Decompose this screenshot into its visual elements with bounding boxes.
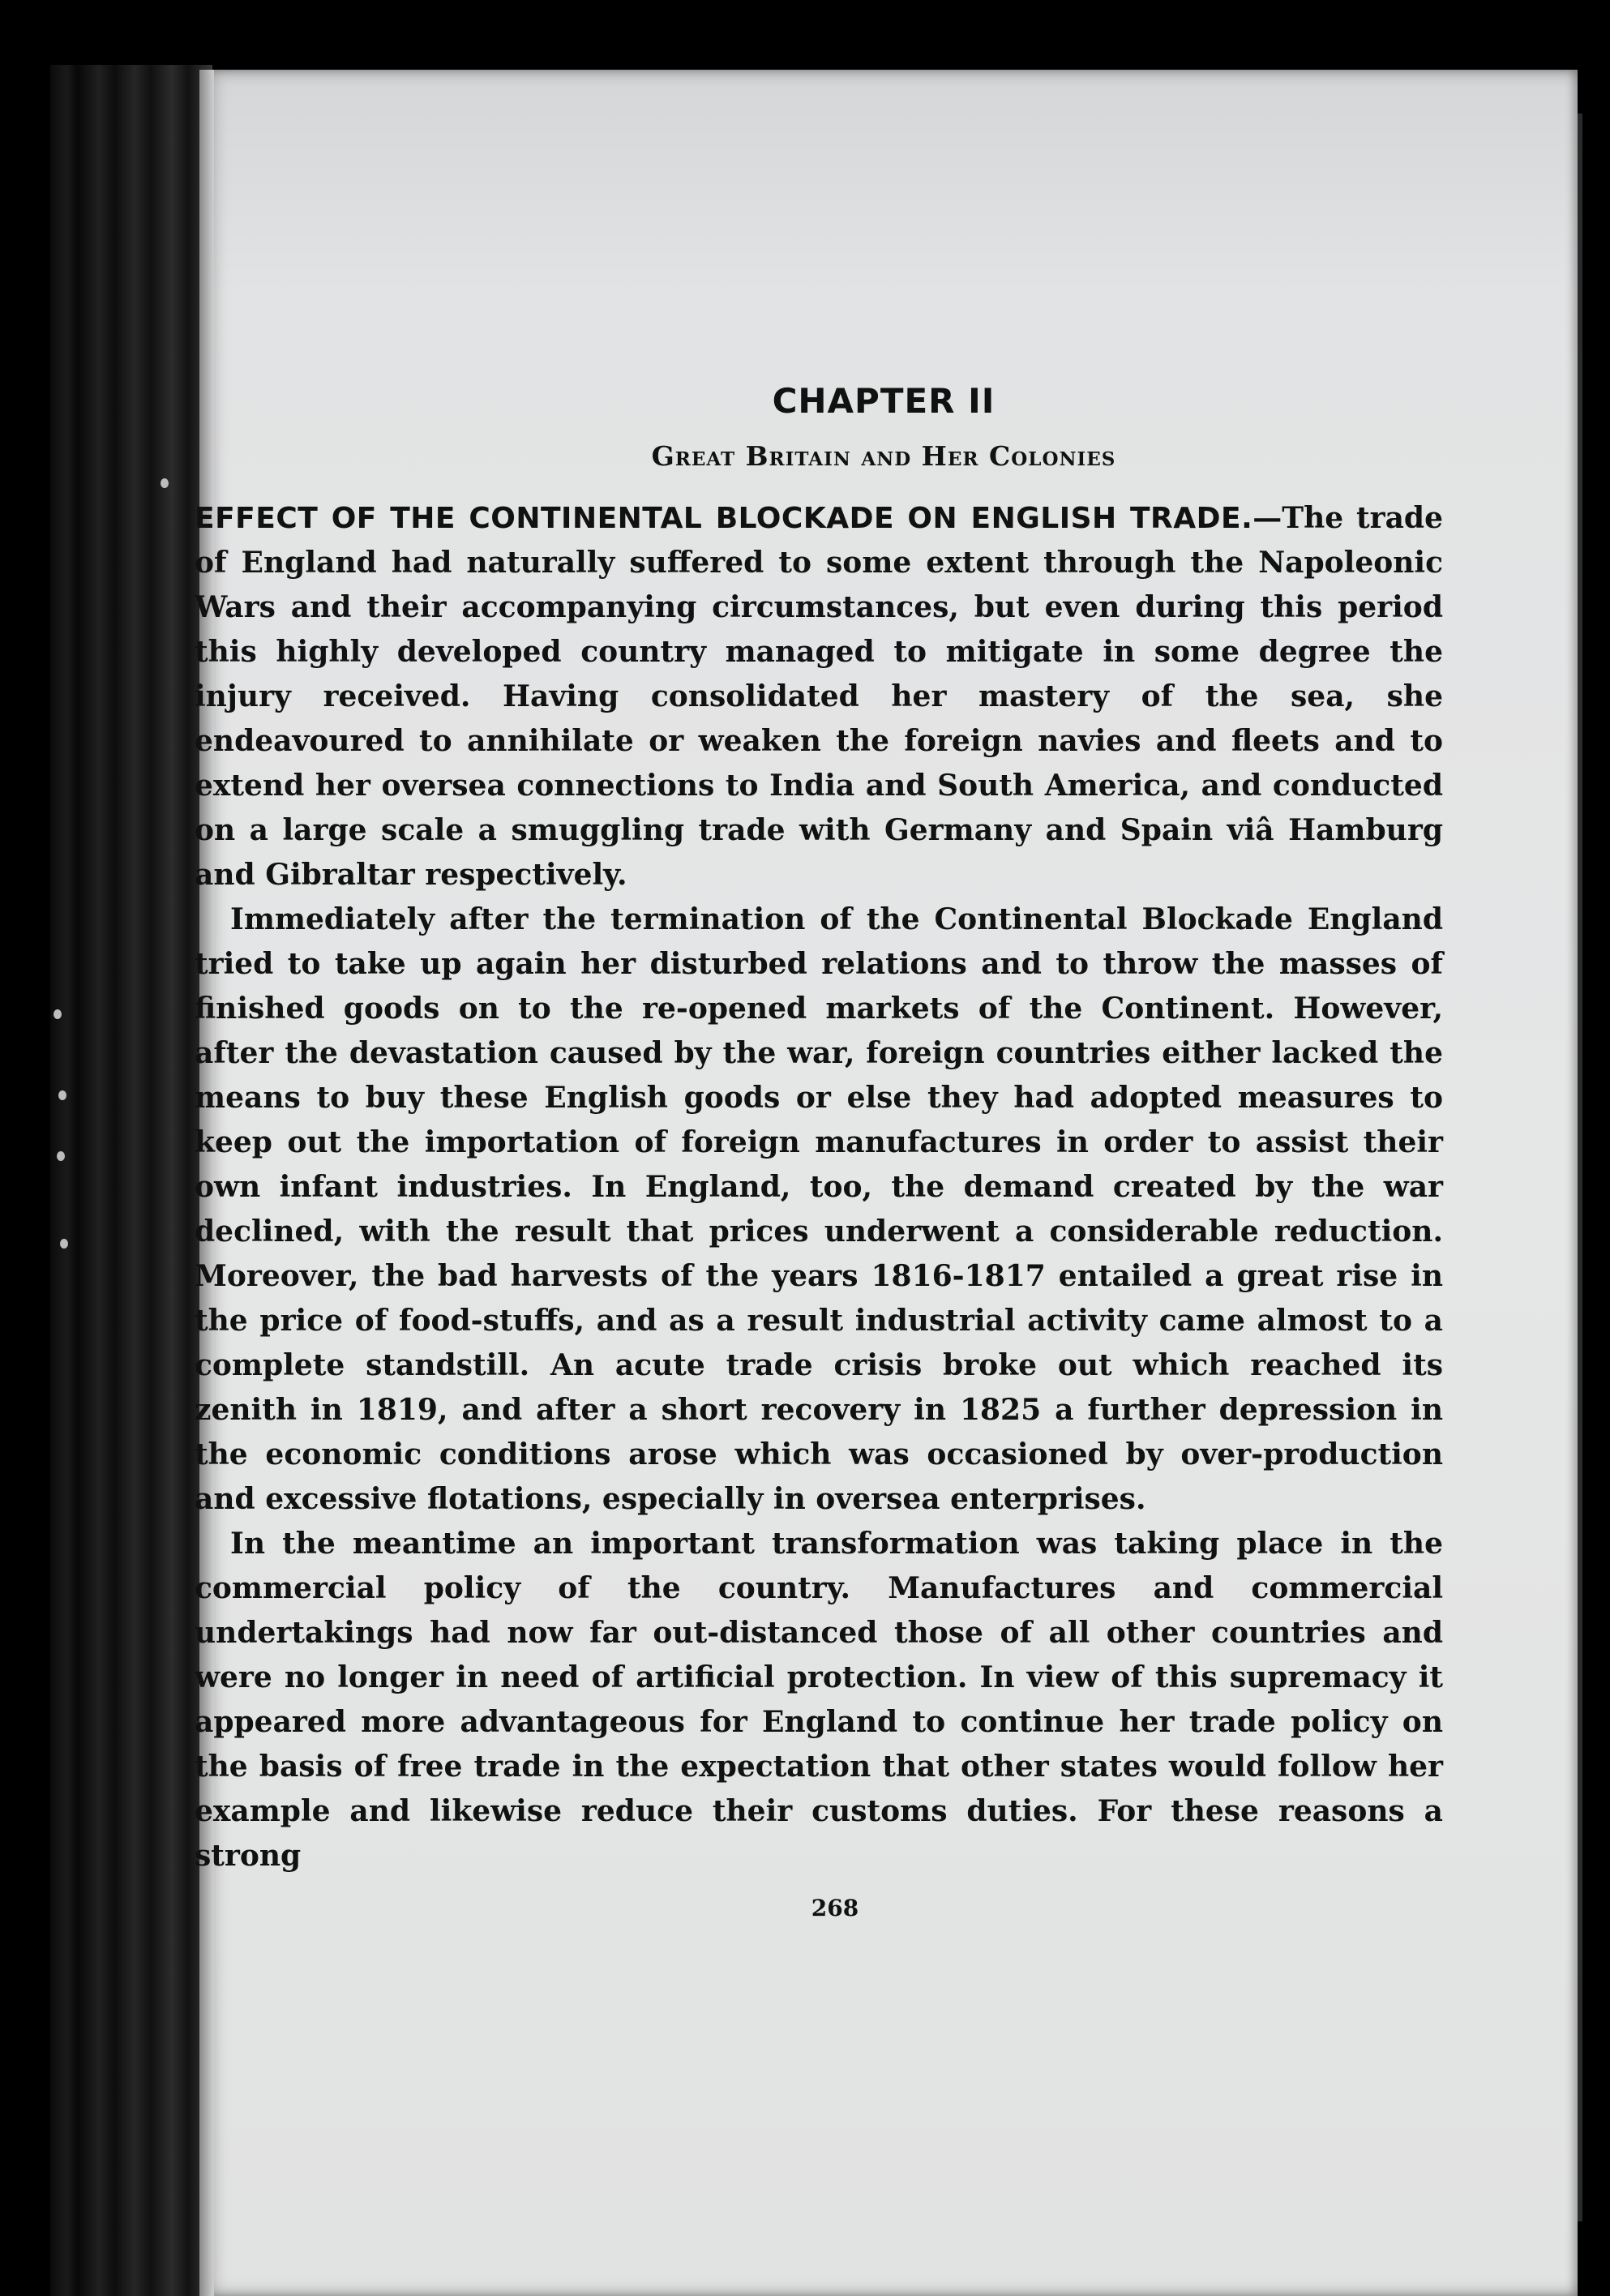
edge-speck (161, 478, 169, 488)
edge-speck (54, 1009, 62, 1019)
right-page-edge (1578, 114, 1582, 2221)
stacked-page-edges (50, 65, 212, 2296)
paragraph-1-text: —The trade of England had naturally suffered to some extent through the Napoleonic Wars and their accompanying circumstances, but even during this period this highly developed country managed to mitigate in some degree the injury received. Having consolidated her mastery of the sea, she endeavoured to annihilate or weaken the foreign navies and fleets and to extend her oversea connections to India and South America, and conducted on a large scale a smuggling trade with Germany and Spain viâ Hamburg and Gibraltar respectively. (195, 501, 1443, 892)
edge-speck (57, 1151, 65, 1161)
section-heading: EFFECT OF THE CONTINENTAL BLOCKADE ON ENGLISH TRADE. (195, 502, 1253, 535)
page-text (195, 381, 1443, 1921)
edge-speck (60, 1239, 68, 1249)
page-number: 268 (811, 1895, 859, 1921)
paragraph-2: Immediately after the termination of the Continental Blockade England tried to take up again her disturbed relations and to throw the masses of finished goods on to the re-opened markets of the Continent. However, after the devastation caused by the war, foreign countries either lacked the means to buy these English goods or else they had adopted measures to keep out the importation of foreign manufactures in order to assist their own infant industries. In England, too, the demand created by the war declined, with the result that prices underwent a considerable reduction. Moreover, the bad harvests of the years 1816-1817 entailed a great rise in the price of food-stuffs, and as a result industrial activity came almost to a complete standstill. An acute trade crisis broke out which reached its zenith in 1819, and after a short recovery in 1825 a further depression in the economic conditions arose which was occasioned by over-production and excessive flotations, especially in oversea enterprises. (195, 902, 1443, 1516)
paragraph-3: In the meantime an important transformation was taking place in the commercial policy of the country. Manufactures and commercial undertakings had now far out-distanced those of all other countries and were no longer in need of artificial protection. In view of this supremacy it appeared more advantageous for England to continue her trade policy on the basis of free trade in the expectation that other states would follow her example and likewise reduce their customs duties. For these reasons a strong (195, 1527, 1443, 1873)
chapter-title: CHAPTER II (772, 381, 996, 421)
paragraph-1 (195, 496, 1443, 897)
edge-speck (58, 1090, 66, 1100)
chapter-subtitle: Great Britain and Her Colonies (651, 440, 1116, 472)
